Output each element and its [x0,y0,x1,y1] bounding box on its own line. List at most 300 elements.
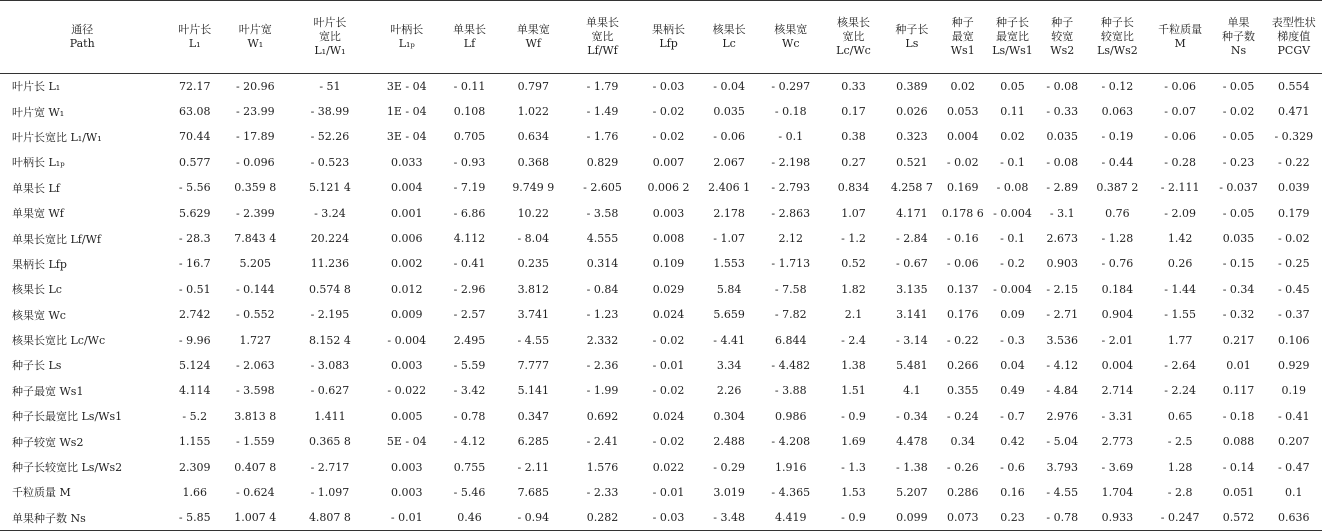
column-header-line: 千粒质量 [1158,23,1203,36]
column-header-line: 最宽 [951,30,974,43]
table-cell: - 2.399 [235,206,275,220]
table-cell: 1.77 [1167,333,1193,347]
table-row [0,505,1322,530]
column-header-line: PCGV [1277,44,1311,57]
table-cell: 0.117 [1222,384,1255,398]
table-cell: - 0.24 [946,409,979,423]
table-cell: 0.636 [1278,511,1310,525]
row-label: 单果种子数 Ns [12,511,86,525]
table-row [0,226,1322,251]
table-row [0,327,1322,352]
column-header [822,1,885,74]
table-cell: - 2.8 [1167,485,1193,499]
table-cell: 0.986 [775,409,807,423]
table-cell: 1.155 [178,435,211,449]
table-cell: - 0.523 [310,155,350,169]
table-cell: 2.673 [1046,232,1078,246]
table-cell: - 0.05 [1222,206,1255,220]
table-cell: 5.207 [896,485,928,499]
table-cell: 0.005 [391,409,423,423]
table-cell: 0.304 [713,409,745,423]
table-cell: - 0.41 [1277,409,1310,423]
table-cell: 0.834 [837,181,870,195]
table-cell: - 3.42 [453,384,486,398]
table-cell: - 0.004 [993,282,1032,296]
table-cell: 0.05 [1000,79,1025,93]
table-cell: - 1.55 [1164,308,1196,322]
table-cell: 0.073 [946,511,979,525]
table-cell: 4.258 7 [890,181,933,195]
column-header [567,1,638,74]
table-row [0,99,1322,124]
table-cell: - 0.06 [713,130,745,144]
column-header-line: 核果宽 [774,23,808,36]
table-cell: 0.755 [453,460,486,474]
table-cell: - 0.02 [652,333,685,347]
table-cell: - 1.28 [1101,232,1134,246]
table-cell: - 0.1 [778,130,804,144]
table-cell: 0.26 [1167,257,1193,271]
table-cell: 4.807 8 [308,511,351,525]
table-cell: - 0.297 [771,79,811,93]
table-cell: 2.309 [178,460,211,474]
table-cell: - 0.02 [652,435,685,449]
table-cell: - 0.04 [713,79,745,93]
table-cell: - 0.9 [841,511,866,525]
table-cell: 5E - 04 [386,435,427,449]
table-cell: 0.003 [391,460,423,474]
table-cell: - 0.2 [1000,257,1025,271]
table-cell: 3.793 [1046,460,1078,474]
table-cell: 0.063 [1101,105,1134,119]
table-cell: 0.033 [391,155,423,169]
table-row [0,175,1322,200]
table-cell: 0.053 [946,105,979,119]
table-cell: 0.574 8 [308,282,351,296]
table-cell: 4.112 [453,232,486,246]
table-cell: 3E - 04 [386,79,427,93]
table-body [0,74,1322,531]
table-cell: - 2.111 [1160,181,1200,195]
column-header [286,1,375,74]
table-cell: 0.52 [841,257,866,271]
column-header-line: 叶片长 [313,16,347,29]
table-cell: - 0.02 [1222,105,1255,119]
table-cell: 5.84 [716,282,742,296]
column-header [1149,1,1212,74]
column-header-line: 叶片长 [178,23,212,36]
table-cell: - 2.57 [453,308,486,322]
table-cell: - 0.06 [1164,130,1196,144]
table-cell: 11.236 [310,257,350,271]
table-cell: 63.08 [178,105,211,119]
table-cell: - 5.56 [178,181,211,195]
table-cell: - 0.02 [946,155,979,169]
table-cell: 3.141 [896,308,928,322]
table-cell: 0.27 [841,155,866,169]
table-row [0,404,1322,429]
table-cell: - 3.88 [774,384,807,398]
row-label: 果柄长 Lfp [12,257,67,271]
table-cell: - 0.552 [235,308,275,322]
column-header-line: L₁ [188,37,201,50]
column-header-line: L₁/W₁ [314,44,346,57]
table-cell: 4.419 [775,511,807,525]
table-cell: - 0.23 [1222,155,1255,169]
table-cell: 0.022 [652,460,685,474]
table-cell: - 2.863 [771,206,811,220]
table-cell: - 0.44 [1101,155,1134,169]
column-header [439,1,500,74]
table-cell: - 3.24 [314,206,346,220]
column-header [987,1,1039,74]
table-cell: 1.022 [517,105,550,119]
table-cell: - 2.96 [453,282,486,296]
table-cell: - 2.09 [1164,206,1196,220]
table-cell: 0.035 [713,105,745,119]
table-cell: 0.933 [1101,511,1134,525]
table-cell: - 0.01 [652,358,685,372]
table-cell: 2.976 [1046,409,1078,423]
table-row [0,277,1322,302]
table-cell: 1.38 [841,358,866,372]
table-cell: - 0.51 [178,282,211,296]
table-cell: 0.02 [1000,130,1025,144]
table-cell: 1.69 [841,435,866,449]
column-header-line: 单果长 [586,16,620,29]
row-label: 叶柄长 L₁ₚ [12,156,65,170]
column-header [759,1,822,74]
column-header-line: W₁ [247,37,264,50]
table-cell: - 0.9 [841,409,866,423]
table-cell: 20.224 [310,232,350,246]
table-cell: - 2.64 [1164,358,1196,372]
table-row [0,480,1322,505]
table-cell: - 0.45 [1277,282,1310,296]
table-cell: - 0.07 [1164,105,1196,119]
table-cell: - 3.31 [1101,409,1134,423]
table-cell: - 0.22 [946,333,979,347]
table-cell: 5.481 [896,358,928,372]
column-header-line: 较宽 [1051,30,1074,43]
table-cell: - 0.037 [1219,181,1258,195]
column-header [0,1,164,74]
table-cell: 1.576 [586,460,619,474]
table-cell: 0.903 [1046,257,1078,271]
table-cell: - 1.23 [586,308,619,322]
table-cell: - 1.2 [841,232,866,246]
column-header-line: 种子长 [895,23,929,36]
table-cell: - 3.69 [1101,460,1134,474]
column-header-line: 种子长 [995,16,1029,29]
table-cell: - 0.624 [235,485,275,499]
column-header-line: 单果宽 [516,23,550,36]
table-cell: - 1.713 [771,257,811,271]
column-header [638,1,699,74]
table-cell: - 1.49 [586,105,619,119]
table-cell: 0.004 [946,130,979,144]
table-cell: - 0.41 [453,257,486,271]
table-cell: - 0.01 [652,485,685,499]
column-header-line: Lf/Wf [587,44,618,57]
table-cell: 0.286 [946,485,979,499]
table-cell: 3.812 [517,282,550,296]
table-cell: - 2.89 [1046,181,1079,195]
table-cell: - 0.25 [1277,257,1310,271]
table-cell: - 7.58 [774,282,807,296]
table-cell: 0.282 [586,511,619,525]
table-cell: 70.44 [178,130,211,144]
column-header-line: M [1174,37,1186,50]
row-label: 叶片长 L₁ [12,80,61,94]
table-row [0,74,1322,99]
column-header-line: 叶柄长 [390,23,424,36]
table-cell: 0.04 [1000,358,1025,372]
table-cell: 3.813 8 [234,409,277,423]
column-header-line: Ws1 [950,44,975,57]
table-cell: - 0.14 [1222,460,1255,474]
table-cell: 3.741 [517,308,550,322]
table-cell: - 0.19 [1101,130,1134,144]
table-cell: 5.124 [178,358,211,372]
table-cell: 5.629 [178,206,211,220]
table-cell: 0.024 [652,308,685,322]
table-cell: - 0.76 [1101,257,1134,271]
table-cell: 4.171 [896,206,928,220]
column-header [1086,1,1149,74]
table-cell: 0.65 [1167,409,1193,423]
column-header-line: 梯度值 [1277,30,1311,43]
column-header [699,1,760,74]
table-cell: - 4.55 [1046,485,1079,499]
table-cell: 0.42 [1000,435,1025,449]
row-label: 种子长 Ls [12,359,62,373]
table-row [0,150,1322,175]
row-label: 种子最宽 Ws1 [12,384,84,398]
table-cell: 0.634 [517,130,550,144]
row-label: 种子较宽 Ws2 [12,435,84,449]
table-cell: 2.406 1 [708,181,751,195]
table-cell: 0.184 [1101,282,1134,296]
table-cell: - 5.46 [453,485,486,499]
table-cell: 0.179 [1278,206,1310,220]
column-header [500,1,567,74]
table-cell: - 0.33 [1046,105,1079,119]
table-cell: - 2.24 [1164,384,1196,398]
table-cell: 0.217 [1222,333,1255,347]
table-cell: 1.42 [1167,232,1193,246]
table-cell: 8.152 4 [308,333,351,347]
table-cell: 0.23 [1000,511,1025,525]
table-cell: 10.22 [517,206,550,220]
table-cell: - 16.7 [178,257,211,271]
row-label: 种子长最宽比 Ls/Ws1 [12,410,123,424]
table-cell: - 0.247 [1160,511,1200,525]
table-cell: - 1.44 [1164,282,1196,296]
table-cell: 0.178 6 [941,206,984,220]
table-cell: 0.006 2 [647,181,690,195]
column-header [939,1,987,74]
table-cell: - 0.67 [896,257,928,271]
column-header-line: Ns [1230,44,1247,57]
table-cell: - 0.15 [1222,257,1255,271]
table-cell: 0.003 [391,358,423,372]
column-header [1038,1,1086,74]
table-cell: 0.099 [896,511,928,525]
column-header [885,1,939,74]
table-cell: 0.314 [586,257,619,271]
table-cell: - 0.7 [1000,409,1025,423]
table-cell: 7.685 [517,485,550,499]
table-cell: - 51 [319,79,341,93]
table-cell: 2.12 [778,232,803,246]
table-cell: - 4.365 [771,485,811,499]
table-cell: 1.916 [775,460,807,474]
table-cell: - 0.34 [1222,282,1255,296]
table-cell: 1.727 [239,333,272,347]
table-cell: 2.26 [716,384,742,398]
table-cell: - 0.02 [652,130,685,144]
table-cell: - 3.1 [1049,206,1075,220]
table-cell: 0.705 [453,130,486,144]
table-cell: - 0.05 [1222,79,1255,93]
column-header-line: Ls [905,37,919,50]
table-cell: 0.554 [1278,79,1310,93]
column-header-line: Lf [463,37,476,50]
table-cell: - 0.84 [586,282,619,296]
table-cell: - 2.41 [586,435,619,449]
column-header-line: 种子 [1051,16,1074,29]
table-cell: 3.536 [1046,333,1078,347]
table-cell: 0.266 [946,358,979,372]
table-cell: - 0.37 [1277,308,1310,322]
table-cell: - 1.76 [586,130,619,144]
table-cell: - 0.18 [774,105,807,119]
table-cell: 3.019 [713,485,745,499]
table-cell: 0.387 2 [1096,181,1139,195]
table-cell: 1.553 [713,257,745,271]
table-cell: 0.929 [1278,358,1310,372]
table-cell: 0.176 [946,308,979,322]
table-cell: 0.49 [1000,384,1025,398]
table-cell: 0.577 [178,155,211,169]
table-cell: 0.33 [841,79,866,93]
table-cell: - 5.59 [453,358,486,372]
table-cell: 0.38 [841,130,866,144]
table-cell: - 0.28 [1164,155,1196,169]
table-cell: 7.843 4 [234,232,277,246]
column-header-line: 叶片宽 [238,23,272,36]
column-header-line: Path [69,37,95,50]
table-cell: 0.008 [652,232,685,246]
table-cell: 0.521 [896,155,928,169]
table-cell: - 1.79 [586,79,619,93]
table-cell: 0.34 [950,435,975,449]
table-row [0,302,1322,327]
table-cell: - 4.12 [453,435,486,449]
column-header-line: Lc/Wc [836,44,871,57]
table-cell: - 0.02 [652,105,685,119]
table-cell: 0.355 [946,384,979,398]
table-cell: 0.11 [1000,105,1025,119]
table-cell: 0.137 [946,282,979,296]
table-cell: - 7.19 [453,181,486,195]
table-cell: 2.488 [713,435,745,449]
table-cell: 0.002 [391,257,423,271]
table-cell: - 17.89 [235,130,275,144]
table-cell: - 2.36 [586,358,619,372]
table-cell: - 4.55 [517,333,550,347]
table-cell: - 0.627 [310,384,350,398]
column-header-line: Ls/Ws1 [992,44,1033,57]
row-label: 叶片宽 W₁ [12,105,65,119]
table-cell: 4.114 [178,384,211,398]
table-cell: - 2.11 [517,460,550,474]
table-cell: - 5.2 [182,409,208,423]
table-cell: 0.106 [1278,333,1310,347]
column-header [374,1,439,74]
table-cell: 0.169 [946,181,979,195]
table-row [0,200,1322,225]
table-cell: 0.039 [1278,181,1310,195]
table-cell: - 1.559 [235,435,275,449]
table-cell: 0.035 [1046,130,1078,144]
table-cell: - 3.14 [896,333,928,347]
table-cell: 2.178 [713,206,745,220]
column-header-line: 通径 [71,23,94,36]
table-cell: - 3.48 [713,511,745,525]
table-cell: - 4.482 [771,358,811,372]
table-cell: - 1.99 [586,384,619,398]
table-cell: - 2.01 [1101,333,1134,347]
table-cell: 4.555 [586,232,619,246]
table-cell: 0.01 [1226,358,1251,372]
table-cell: - 0.47 [1277,460,1310,474]
row-label: 核果长 Lc [12,283,62,297]
table-cell: - 0.329 [1274,130,1314,144]
table-cell: 5.205 [239,257,272,271]
table-cell: - 0.1 [1000,232,1025,246]
table-cell: 1.07 [841,206,866,220]
table-cell: 7.777 [517,358,550,372]
table-cell: - 0.29 [713,460,745,474]
table-cell: - 0.16 [946,232,979,246]
column-header-line: 表型性状 [1271,16,1316,29]
column-header-line: 较宽比 [1100,30,1134,43]
column-header-line: 核果长 [712,23,746,36]
table-cell: - 2.793 [771,181,811,195]
table-cell: 0.207 [1278,435,1310,449]
table-cell: - 0.22 [1277,155,1310,169]
row-label: 单果宽 Wf [12,207,64,221]
table-cell: - 23.99 [235,105,275,119]
table-cell: 9.749 9 [512,181,555,195]
table-cell: - 1.3 [841,460,866,474]
table-cell: 0.003 [652,206,685,220]
table-cell: - 0.06 [946,257,979,271]
column-header-line: L₁ₚ [398,37,415,50]
table-cell: 2.495 [453,333,486,347]
column-header [1212,1,1266,74]
column-header-line: 宽比 [318,30,341,43]
table-cell: 1.53 [841,485,866,499]
table-row [0,124,1322,149]
table-cell: 0.009 [391,308,423,322]
table-cell: 0.035 [1222,232,1255,246]
table-cell: 1.007 4 [234,511,277,525]
table-cell: - 1.38 [896,460,928,474]
table-cell: - 0.08 [996,181,1029,195]
